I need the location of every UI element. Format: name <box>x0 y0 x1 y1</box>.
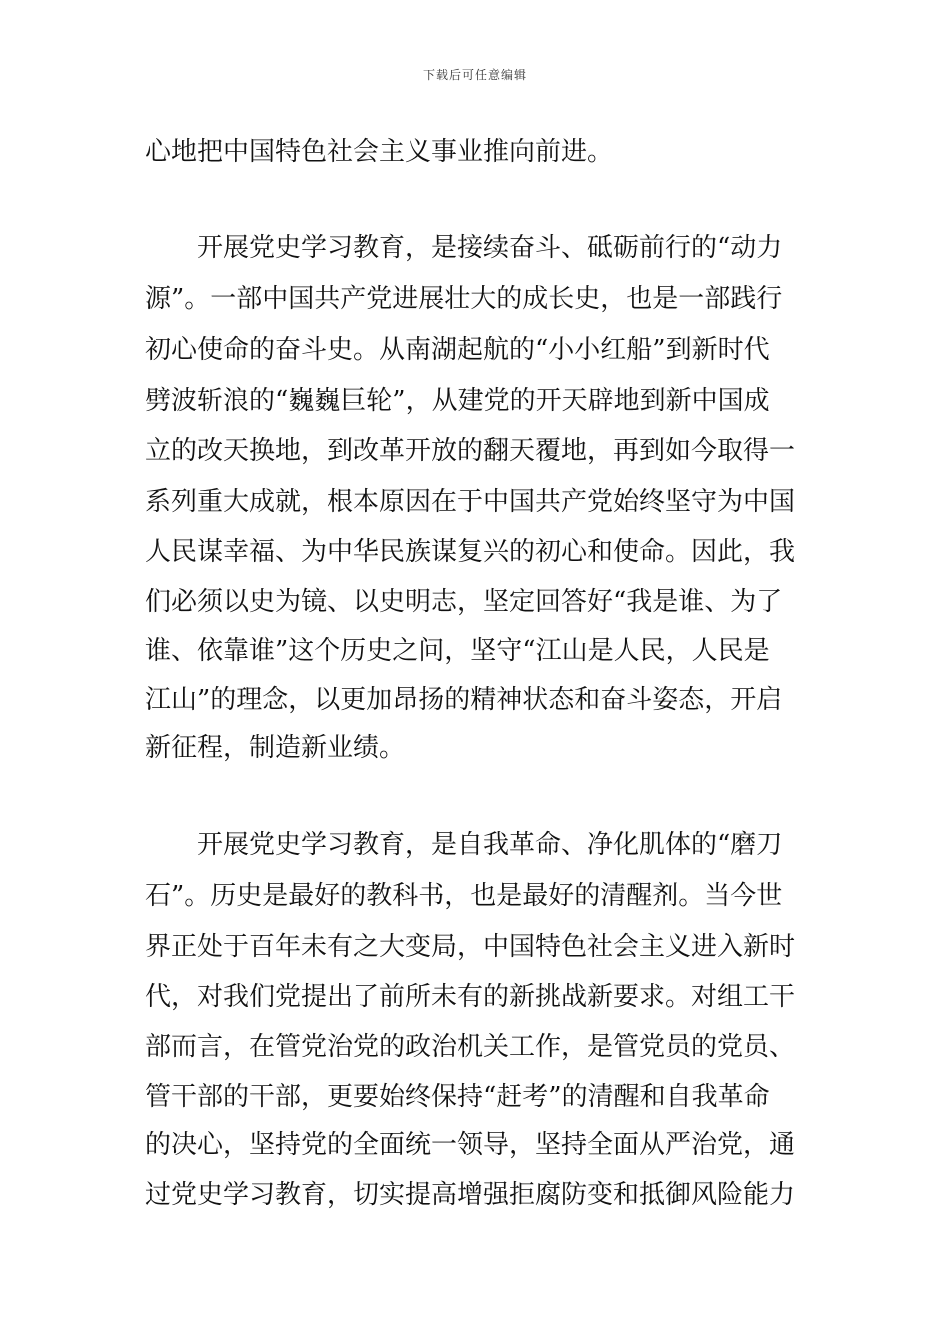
text-line: 初心使命的奋斗史。从南湖起航的“小小红船”到新时代 <box>145 335 770 365</box>
text-line: 劈波斩浪的“巍巍巨轮”，从建党的开天辟地到新中国成 <box>145 386 770 416</box>
text-line: 江山”的理念，以更加昂扬的精神状态和奋斗姿态，开启 <box>145 685 783 715</box>
text-line: 们必须以史为镜、以史明志，坚定回答好“我是谁、为了 <box>145 587 783 617</box>
text-line: 立的改天换地，到改革开放的翻天覆地，再到如今取得一 <box>145 436 796 466</box>
text-line: 开展党史学习教育，是自我革命、净化肌体的“磨刀 <box>145 830 783 860</box>
text-line: 心地把中国特色社会主义事业推向前进。 <box>145 137 614 167</box>
text-line: 部而言，在管党治党的政治机关工作，是管党员的党员、 <box>145 1032 796 1062</box>
text-line: 过党史学习教育，切实提高增强拒腐防变和抵御风险能力 <box>145 1180 796 1210</box>
text-line: 开展党史学习教育，是接续奋斗、砥砺前行的“动力 <box>145 233 783 263</box>
text-line: 谁、依靠谁”这个历史之问，坚守“江山是人民，人民是 <box>145 636 770 666</box>
text-line: 新征程，制造新业绩。 <box>145 733 406 763</box>
page-header: 下载后可任意编辑 <box>422 68 527 82</box>
text-line: 人民谋幸福、为中华民族谋复兴的初心和使命。因此，我 <box>145 537 796 567</box>
text-line: 界正处于百年未有之大变局，中国特色社会主义进入新时 <box>145 932 796 962</box>
text-line: 石”。历史是最好的教科书，也是最好的清醒剂。当今世 <box>145 881 783 911</box>
text-line: 源”。一部中国共产党进展壮大的成长史，也是一部践行 <box>145 284 783 314</box>
text-line: 的决心，坚持党的全面统一领导，坚持全面从严治党，通 <box>145 1130 796 1160</box>
text-line: 系列重大成就，根本原因在于中国共产党始终坚守为中国 <box>145 487 796 517</box>
text-line: 代，对我们党提出了前所未有的新挑战新要求。对组工干 <box>145 982 796 1012</box>
text-line: 管干部的干部，更要始终保持“赶考”的清醒和自我革命 <box>145 1082 770 1112</box>
